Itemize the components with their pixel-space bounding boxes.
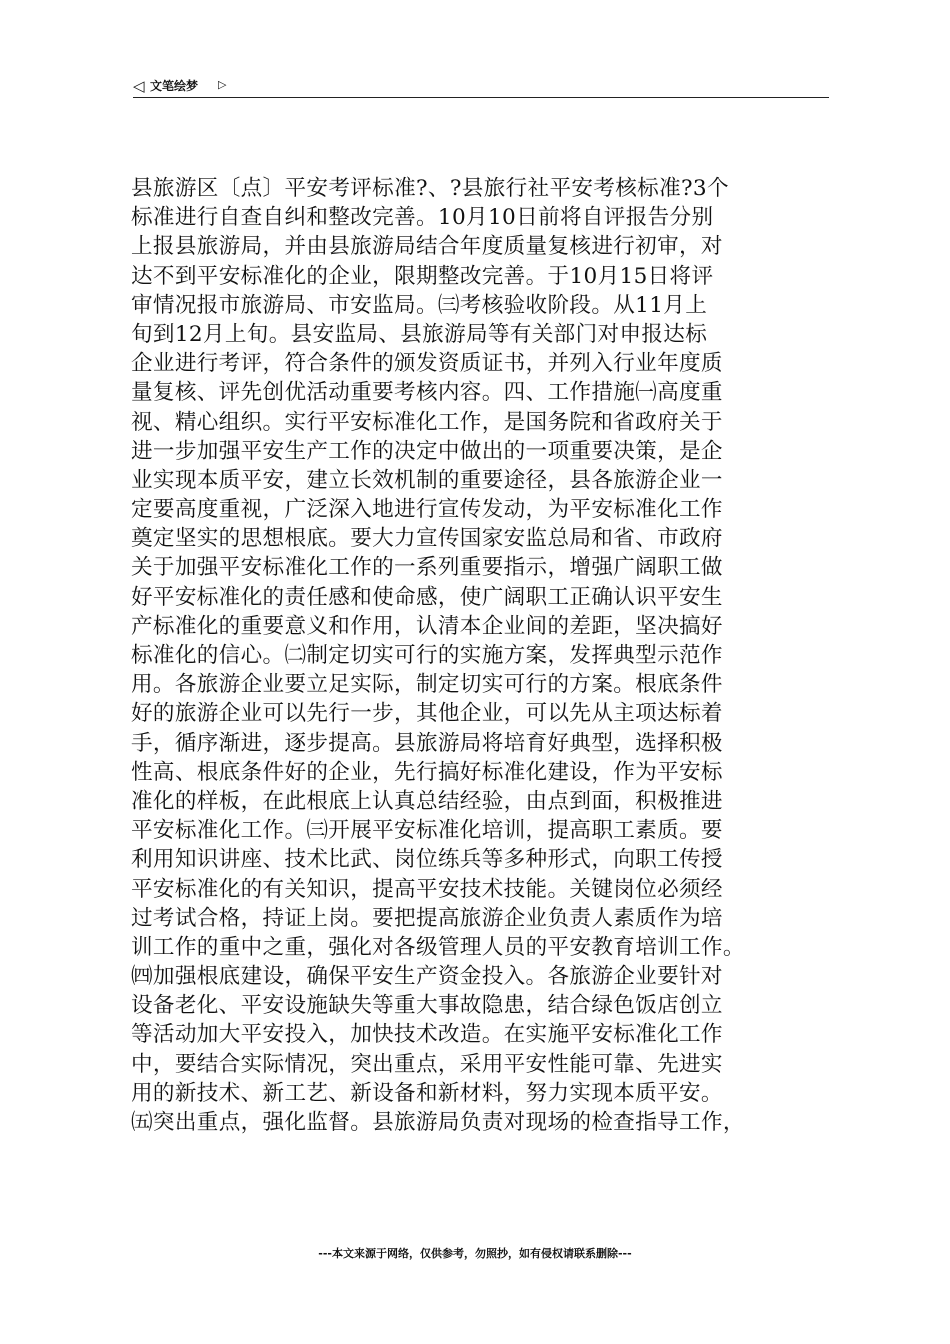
text-line: 业实现本质平安，建立长效机制的重要途径，县各旅游企业一 [131, 467, 723, 493]
right-triangle-icon: ▷ [218, 78, 227, 91]
text-line: 县旅游区〔点〕平安考评标准?、?县旅行社平安考核标准?3个 [131, 176, 729, 201]
text-line: 准化的样板，在此根底上认真总结经验，由点到面，积极推进 [131, 788, 723, 814]
header-divider [133, 97, 829, 98]
text-line: 达不到平安标准化的企业，限期整改完善。于10月15日将评 [131, 263, 714, 289]
text-line: 手，循序渐进，逐步提高。县旅游局将培育好典型，选择积极 [131, 730, 723, 756]
text-line: 平安标准化工作。㈢开展平安标准化培训，提高职工素质。要 [131, 818, 723, 844]
text-line: 视、精心组织。实行平安标准化工作，是国务院和省政府关于 [131, 409, 723, 435]
text-line: 量复核、评先创优活动重要考核内容。四、工作措施㈠高度重 [131, 380, 723, 406]
text-line: 性高、根底条件好的企业，先行搞好标准化建设，作为平安标 [131, 759, 723, 785]
text-line: 标准化的信心。㈡制定切实可行的实施方案，发挥典型示范作 [131, 643, 723, 668]
left-triangle-icon: ◁ [133, 77, 145, 95]
header-title: 文笔绘梦 [150, 79, 199, 93]
text-line: 定要高度重视，广泛深入地进行宣传发动，为平安标准化工作 [131, 497, 723, 523]
text-line: 上报县旅游局，并由县旅游局结合年度质量复核进行初审，对 [131, 234, 723, 260]
text-line: 企业进行考评，符合条件的颁发资质证书，并列入行业年度质 [131, 351, 723, 377]
text-line: 利用知识讲座、技术比武、岗位练兵等多种形式，向职工传授 [131, 847, 723, 873]
text-line: 好的旅游企业可以先行一步，其他企业，可以先从主项达标着 [131, 701, 723, 727]
text-line: 用。各旅游企业要立足实际，制定切实可行的方案。根底条件 [131, 672, 723, 698]
text-line: 过考试合格，持证上岗。要把提高旅游企业负责人素质作为培 [131, 905, 723, 931]
text-line: 设备老化、平安设施缺失等重大事故隐患，结合绿色饭店创立 [131, 993, 723, 1019]
text-line: 进一步加强平安生产工作的决定中做出的一项重要决策，是企 [131, 438, 723, 464]
text-line: ㈤突出重点，强化监督。县旅游局负责对现场的检查指导工作， [131, 1110, 745, 1135]
document-body [131, 174, 831, 1137]
page-header [133, 76, 829, 98]
text-line: 用的新技术、新工艺、新设备和新材料，努力实现本质平安。 [131, 1080, 723, 1106]
text-line: 训工作的重中之重，强化对各级管理人员的平安教育培训工作。 [131, 934, 745, 960]
text-line: 奠定坚实的思想根底。要大力宣传国家安监总局和省、市政府 [131, 526, 723, 552]
text-line: ㈣加强根底建设，确保平安生产资金投入。各旅游企业要针对 [131, 964, 723, 990]
text-line: 审情况报市旅游局、市安监局。㈢考核验收阶段。从11月上 [131, 292, 708, 318]
text-line: 好平安标准化的责任感和使命感，使广阔职工正确认识平安生 [131, 584, 723, 610]
text-line: 旬到12月上旬。县安监局、县旅游局等有关部门对申报达标 [131, 321, 708, 347]
page-footer: ---本文来源于网络，仅供参考，勿照抄，如有侵权请联系删除--- [318, 1247, 632, 1260]
text-line: 标准进行自查自纠和整改完善。10月10日前将自评报告分别 [131, 205, 714, 231]
text-line: 产标准化的重要意义和作用，认清本企业间的差距，坚决搞好 [131, 613, 723, 639]
text-line: 等活动加大平安投入，加快技术改造。在实施平安标准化工作 [131, 1022, 723, 1048]
text-line: 中，要结合实际情况，突出重点，采用平安性能可靠、先进实 [131, 1051, 723, 1077]
text-line: 关于加强平安标准化工作的一系列重要指示，增强广阔职工做 [131, 555, 723, 581]
text-line: 平安标准化的有关知识，提高平安技术技能。关键岗位必须经 [131, 876, 723, 902]
